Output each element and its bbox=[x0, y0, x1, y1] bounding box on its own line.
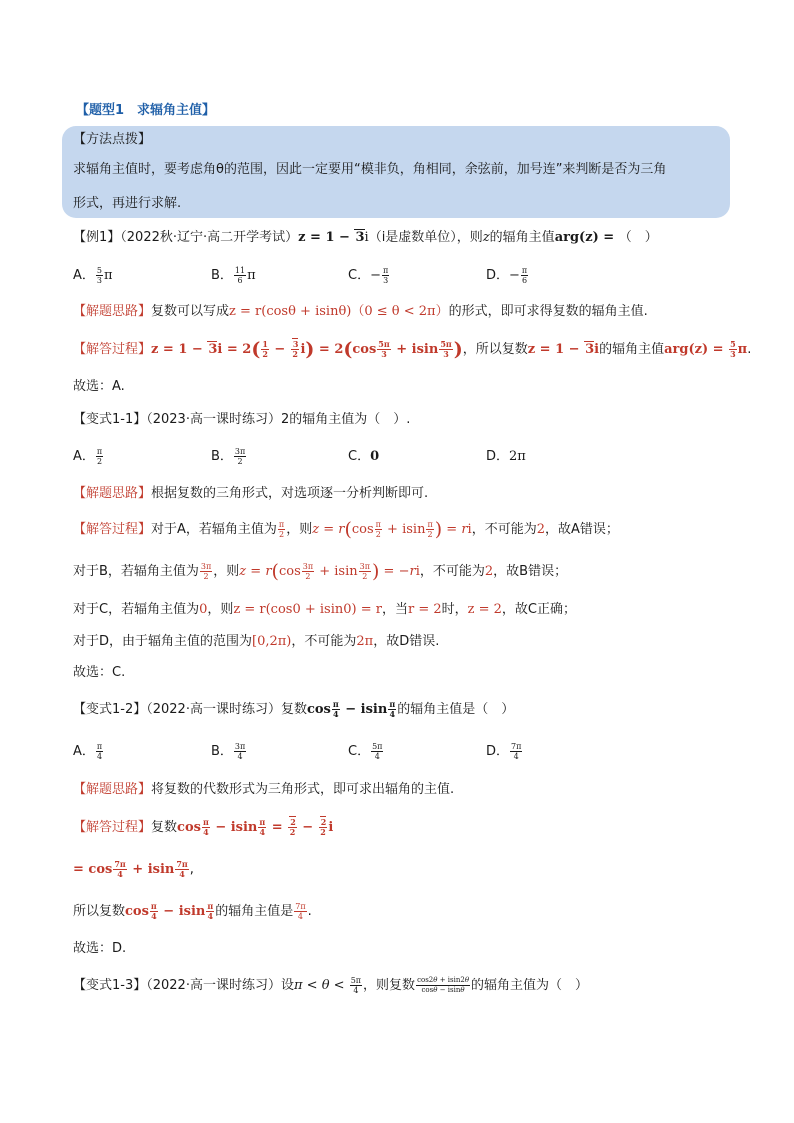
option-b[interactable]: B． $\frac{3\pi}{4}$ bbox=[211, 742, 246, 761]
variant-1-2-conclusion: 所以复数cos $\frac{\pi}{4}$ − isin $\frac{\pi}{4}$ 的辐角主值是 $\frac{7\pi}{4}$ . bbox=[73, 901, 312, 921]
variant-1-2-stem: 【变式1-2】（2022·高一课时练习）复数cos $\frac{\pi}{4}$ − isin $\frac{\pi}{4}$ 的辐角主值是（ ） bbox=[73, 699, 515, 719]
process-label: 【解答过程】 bbox=[73, 342, 152, 357]
variant-1-2-process: 【解答过程】复数cos $\frac{\pi}{4}$ − isin $\frac{\pi}{4}$ = $\frac{2}{2}$ − $\frac{2}{2}$ i bbox=[73, 817, 334, 837]
variant-1-1-process-c: 对于C，若辐角主值为0，则z = r(cos0 + isin0) = r，当r = 2时，z = 2，故C正确； bbox=[73, 602, 576, 617]
option-d[interactable]: D． $\frac{7\pi}{4}$ bbox=[486, 742, 522, 761]
example-1-process: 【解答过程】z = 1 − 3i = 2( $\frac{1}{2}$ − $\frac{3}{2}$ i) = 2(cos $\frac{5\pi}{3}$ + isin $\frac{5\pi}{3}$ )，所以复数z = 1 − 3i的辐角主值arg(z) = $\frac{5}{3}$ π. bbox=[73, 338, 752, 361]
variant-1-1-thought: 【解题思路】根据复数的三角形式，对选项逐一分析判断即可. bbox=[73, 486, 429, 501]
option-c[interactable]: C．0 bbox=[348, 449, 380, 464]
method-text-1: 求辐角主值时，要考虑角θ的范围，因此一定要用“模非负，角相同，余弦前，加号连”来判断是否为三角 bbox=[73, 162, 667, 177]
example-1-answer: 故选：A. bbox=[73, 379, 125, 394]
variant-1-2-thought: 【解题思路】将复数的代数形式为三角形式，即可求出辐角的主值. bbox=[73, 782, 455, 797]
variant-1-1-process-d: 对于D，由于辐角主值的范围为[0,2π)，不可能为2π，故D错误. bbox=[73, 634, 440, 649]
option-c[interactable]: C． $\frac{5\pi}{4}$ bbox=[348, 742, 383, 761]
source-note: （2022秋·辽宁·高二开学考试） bbox=[120, 230, 299, 245]
method-heading: 【方法点拨】 bbox=[73, 132, 152, 147]
option-c[interactable]: C．− $\frac{\pi}{3}$ bbox=[348, 266, 389, 285]
option-b[interactable]: B． $\frac{3\pi}{2}$ bbox=[211, 447, 246, 466]
method-text-2: 形式，再进行求解. bbox=[73, 196, 182, 211]
variant-1-1-process-a: 【解答过程】对于A，若辐角主值为 $\frac{\pi}{2}$ ，则z = r(cos $\frac{\pi}{2}$ + isin $\frac{\pi}{2}$ ) = ri，不可能为2，故A错误； bbox=[73, 518, 619, 541]
option-a[interactable]: A． $\frac{5}{3}$ π bbox=[73, 266, 113, 285]
option-a[interactable]: A． $\frac{\pi}{4}$ bbox=[73, 742, 103, 761]
option-a[interactable]: A． $\frac{\pi}{2}$ bbox=[73, 447, 103, 466]
variant-1-1-answer: 故选：C. bbox=[73, 665, 126, 680]
thought-label: 【解题思路】 bbox=[73, 304, 152, 319]
section-title: 【题型1 求辐角主值】 bbox=[76, 103, 216, 118]
variant-1-2-answer: 故选：D. bbox=[73, 941, 127, 956]
variant-1-1-stem: 【变式1-1】（2023·高一课时练习）2的辐角主值为（ ）. bbox=[73, 412, 411, 427]
sqrt-3: 3 bbox=[355, 230, 365, 245]
variant-1-2-process-2: = cos $\frac{7\pi}{4}$ + isin $\frac{7\pi}{4}$ , bbox=[73, 859, 194, 879]
option-d[interactable]: D．2π bbox=[486, 449, 526, 464]
option-d[interactable]: D．− $\frac{\pi}{6}$ bbox=[486, 266, 528, 285]
variant-1-1-process-b: 对于B，若辐角主值为 $\frac{3\pi}{2}$ ，则z = r(cos $\frac{3\pi}{2}$ + isin $\frac{3\pi}{2}$ ) = −ri，不可能为2，故B错误； bbox=[73, 560, 568, 583]
example-1-thought: 【解题思路】复数可以写成z = r(cosθ + isinθ)（0 ≤ θ < 2π）的形式，即可求得复数的辐角主值. bbox=[73, 304, 648, 319]
variant-1-3-stem: 【变式1-3】（2022·高一课时练习）设π < θ < $\frac{5\pi}{4}$ ，则复数 $\frac{\cos 2\theta + isin2\theta}{\cos\theta - isin\theta}$ 的辐角主值为（ ） bbox=[73, 976, 589, 995]
option-b[interactable]: B． $\frac{11}{6}$ π bbox=[211, 266, 256, 285]
formula: z = 1 − bbox=[298, 230, 355, 245]
example-1-stem: 【例1】（2022秋·辽宁·高二开学考试）z = 1 − 3i（i是虚数单位），则z的辐角主值arg(z) = （ ） bbox=[73, 230, 658, 245]
example-tag: 【例1】 bbox=[73, 230, 121, 245]
